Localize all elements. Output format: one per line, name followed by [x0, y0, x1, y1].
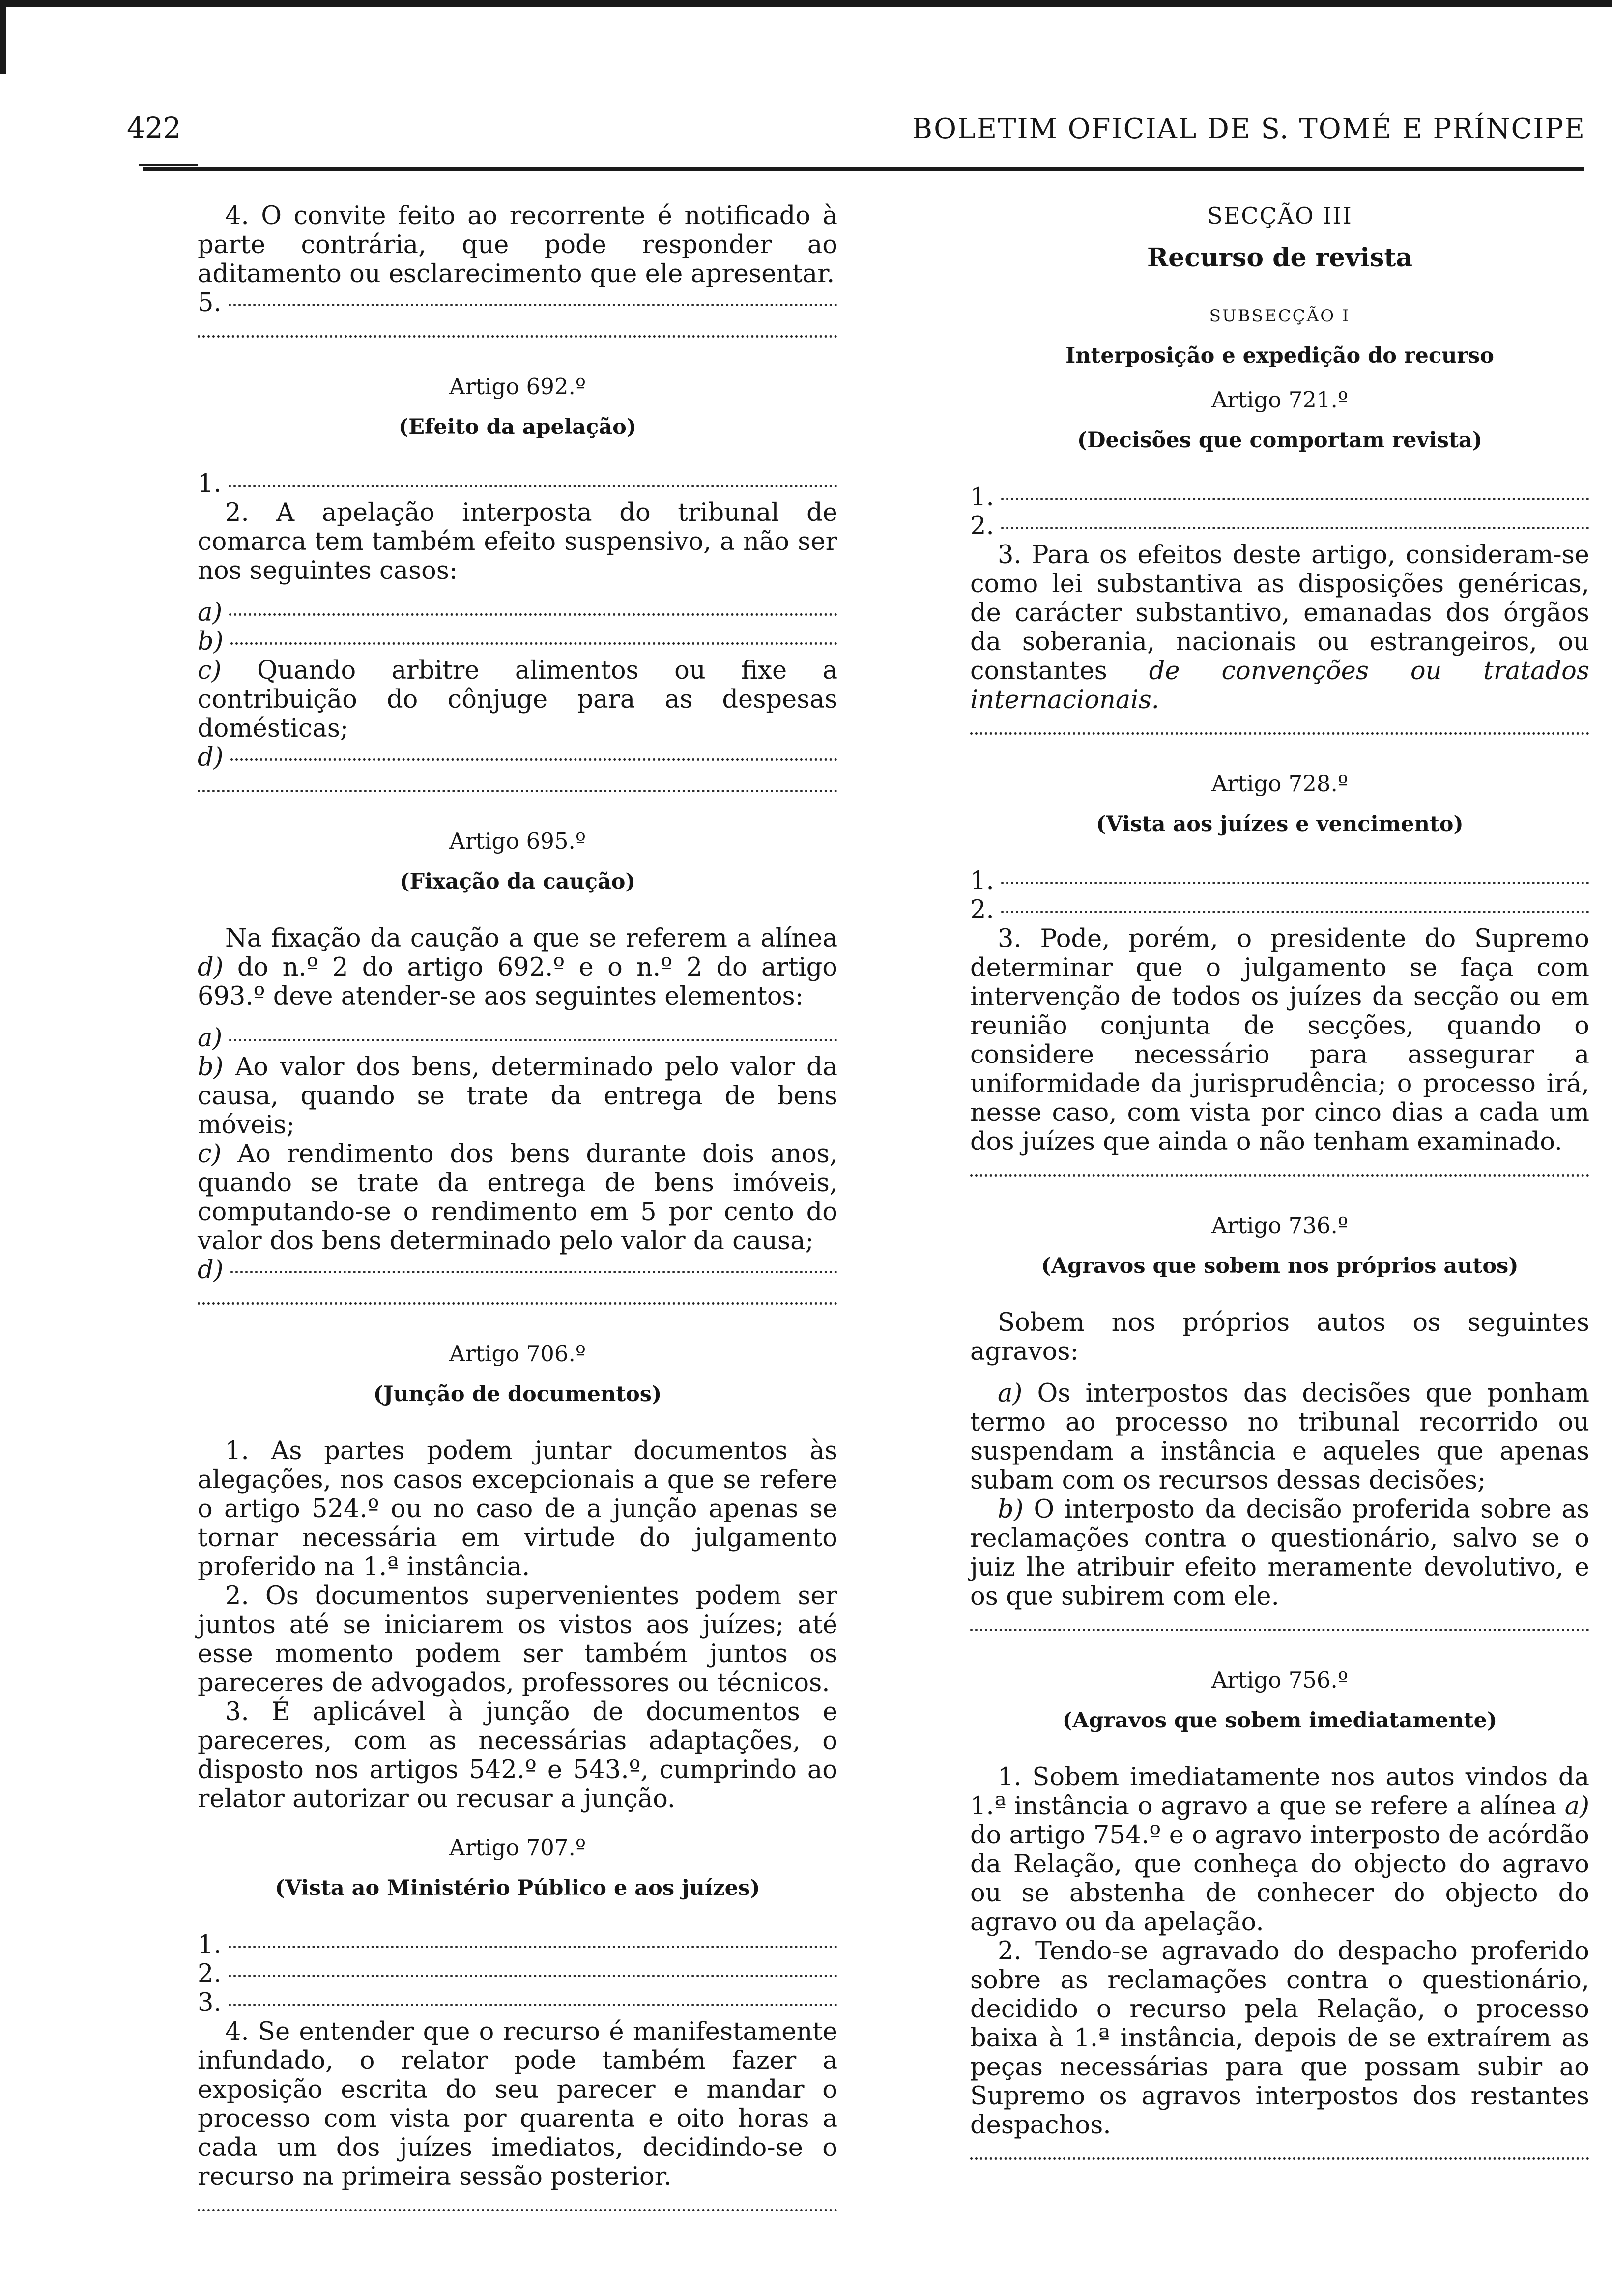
text-part: 3. Para os efeitos deste artigo, consideram-se como lei substantiva as disposições genéricas, de carácter substantivo, emanadas dos órgãos da soberania, nacionais ou estrangeiros, ou constantes [970, 541, 1589, 686]
alinea-label: a) [198, 598, 223, 627]
alinea-c [198, 656, 837, 743]
ellipsis-leader [1001, 527, 1589, 529]
alinea-d [198, 743, 837, 772]
item-2 [198, 1959, 837, 1988]
text-part: do artigo 754.º e o agravo interposto de acórdão da Relação, que conheça do objecto do agravo ou se abstenha de conhecer do objecto do agravo ou da apelação. [970, 1821, 1589, 1937]
paragraph-3 [970, 541, 1589, 715]
paragraph-4: 4. Se entender que o recurso é manifestamente infundado, o relator pode também fazer a exposição escrita do seu parecer e mandar o processo com vista por quarenta e oito horas a cada um dos juízes imediatos, decidindo-se o recurso na primeira sessão posterior. [198, 2017, 837, 2191]
article-706-title: Artigo 706.º [449, 1341, 586, 1367]
alinea-label: d) [198, 1256, 224, 1285]
alinea-label: c) [198, 656, 222, 685]
text-part: 1. Sobem imediatamente nos autos vindos da 1.ª instância o agravo a que se refere a alínea [970, 1763, 1589, 1821]
article-707-title: Artigo 707.º [449, 1835, 586, 1861]
header-rule [143, 167, 1584, 171]
item-number: 1. [198, 1930, 222, 1959]
alinea-label: a) [198, 1024, 223, 1053]
ellipsis-leader [1001, 498, 1589, 500]
alinea-a [970, 1379, 1589, 1495]
alinea-text: Ao rendimento dos bens durante dois anos, quando se trate da entrega de bens imóveis, computando-se o rendimento em 5 por cento do valor dos bens determinado pelo valor da causa; [198, 1140, 837, 1256]
item-number: 2. [970, 512, 994, 541]
paragraph-4: 4. O convite feito ao recorrente é notificado à parte contrária, que pode responder ao aditamento ou esclarecimento que ele apresentar. [198, 201, 837, 288]
scan-edge-left [0, 0, 6, 74]
ellipsis-line [198, 335, 837, 338]
paragraph-1 [970, 1763, 1589, 1937]
article-736-heading: (Agravos que sobem nos próprios autos) [1041, 1254, 1519, 1278]
text-part: do n.º 2 do artigo 692.º e o n.º 2 do artigo 693.º deve atender-se aos seguintes elementos: [198, 953, 837, 1011]
ellipsis-line [970, 732, 1589, 735]
ellipsis-leader [229, 304, 837, 306]
ellipsis-leader [229, 2004, 837, 2006]
paragraph-2: 2. A apelação interposta do tribunal de comarca tem também efeito suspensivo, a não ser nos seguintes casos: [198, 498, 837, 585]
item-1 [198, 469, 837, 498]
paragraph-3: 3. Pode, porém, o presidente do Supremo determinar que o julgamento se faça com intervenção de todos os juízes da secção ou em reunião conjunta de secções, quando o considere necessário para assegurar a uniformidade da jurisprudência; o processo irá, nesse caso, com vista por cinco dias a cada um dos juízes que ainda o não tenham examinado. [970, 924, 1589, 1156]
subsection-label: SUBSECÇÃO I [1209, 306, 1351, 326]
alinea-a [198, 598, 837, 627]
item-1 [198, 1930, 837, 1959]
article-756-title: Artigo 756.º [1211, 1667, 1349, 1693]
ellipsis-leader [229, 485, 837, 487]
ellipsis-line [970, 2157, 1589, 2160]
alinea-text: Os interpostos das decisões que ponham termo ao processo no tribunal recorrido ou suspendam a instância e aqueles que apenas subam com os recursos dessas decisões; [970, 1379, 1590, 1495]
item-2 [970, 512, 1589, 541]
alinea-b [198, 1053, 837, 1140]
article-728-heading: (Vista aos juízes e vencimento) [1096, 812, 1464, 836]
article-721-heading: (Decisões que comportam revista) [1077, 428, 1483, 453]
left-column [198, 201, 837, 2226]
alinea-c [198, 1140, 837, 1256]
alinea-b [198, 627, 837, 656]
ellipsis-leader [230, 642, 837, 645]
alinea-label: b) [998, 1495, 1024, 1524]
item-5 [198, 288, 837, 317]
item-3 [198, 1988, 837, 2017]
item-number: 1. [970, 866, 994, 895]
article-695-heading: (Fixação da caução) [400, 869, 635, 894]
item-number: 2. [198, 1959, 222, 1988]
paragraph-2: 2. Tendo-se agravado do despacho proferido sobre as reclamações contra o questionário, decidido o recurso pela Relação, o processo baixa à 1.ª instância, depois de se extraírem as peças necessárias para que possam subir ao Supremo os agravos interpostos dos restantes despachos. [970, 1937, 1589, 2140]
paragraph-3: 3. É aplicável à junção de documentos e pareceres, com as necessárias adaptações, o disposto nos artigos 542.º e 543.º, cumprindo ao relator autorizar ou recusar a junção. [198, 1697, 837, 1813]
ellipsis-line [970, 1174, 1589, 1177]
section-title: Recurso de revista [1147, 243, 1413, 273]
item-number: 1. [198, 469, 222, 498]
article-756-heading: (Agravos que sobem imediatamente) [1062, 1708, 1497, 1733]
ellipsis-leader [1001, 911, 1589, 913]
item-2 [970, 895, 1589, 924]
alinea-label: a) [998, 1379, 1023, 1408]
subsection-title: Interposição e expedição do recurso [1065, 344, 1494, 368]
article-695-paragraph [198, 924, 837, 1011]
ellipsis-leader [229, 1946, 837, 1948]
article-692-heading: (Efeito da apelação) [398, 415, 637, 439]
item-1 [970, 483, 1589, 512]
article-695-title: Artigo 695.º [449, 828, 586, 854]
right-column [970, 201, 1589, 2175]
alinea-label: d) [198, 743, 224, 772]
article-706-heading: (Junção de documentos) [373, 1382, 662, 1406]
alinea-text: O interposto da decisão proferida sobre as reclamações contra o questionário, salvo se o juiz lhe atribuir efeito meramente devolutivo, e os que subirem com ele. [970, 1495, 1589, 1611]
article-707-heading: (Vista ao Ministério Público e aos juízes) [275, 1876, 760, 1900]
alinea-a [198, 1024, 837, 1053]
ellipsis-line [198, 790, 837, 792]
item-number: 5. [198, 288, 222, 317]
alinea-label: c) [198, 1140, 222, 1169]
alinea-b [970, 1495, 1589, 1611]
alinea-text: Quando arbitre alimentos ou fixe a contribuição do cônjuge para as despesas domésticas; [198, 656, 837, 743]
page-number: 422 [127, 111, 181, 144]
ellipsis-leader [229, 1975, 837, 1977]
article-721-title: Artigo 721.º [1211, 387, 1349, 413]
article-728-title: Artigo 728.º [1211, 771, 1349, 797]
item-number: 3. [198, 1988, 222, 2017]
running-title: BOLETIM OFICIAL DE S. TOMÉ E PRÍNCIPE [912, 113, 1585, 145]
alinea-reference: a) [1564, 1792, 1589, 1821]
ellipsis-leader [230, 1271, 837, 1273]
text-part-italic: de convenções ou tratados internacionais. [970, 657, 1589, 715]
scan-edge-top [0, 0, 1612, 7]
item-number: 2. [970, 895, 994, 924]
ellipsis-leader [230, 758, 837, 761]
ellipsis-leader [229, 1039, 837, 1041]
ellipsis-line [970, 1629, 1589, 1631]
article-736-title: Artigo 736.º [1211, 1212, 1349, 1238]
paragraph-2: 2. Os documentos supervenientes podem ser juntos até se iniciarem os vistos aos juízes; até esse momento podem ser também juntos os pareceres de advogados, professores ou técnicos. [198, 1581, 837, 1697]
alinea-d [198, 1256, 837, 1285]
text-part: Na fixação da caução a que se referem a alínea [225, 924, 837, 953]
alinea-label: b) [198, 1053, 224, 1082]
alinea-text: Ao valor dos bens, determinado pelo valor da causa, quando se trate da entrega de bens móveis; [198, 1053, 837, 1140]
ellipsis-line [198, 1302, 837, 1305]
ellipsis-leader [1001, 882, 1589, 884]
alinea-label: b) [198, 627, 224, 656]
ellipsis-line [198, 2209, 837, 2211]
header-rule-short [139, 164, 198, 166]
section-label: SECÇÃO III [1207, 202, 1353, 229]
article-692-title: Artigo 692.º [449, 373, 586, 400]
article-736-intro: Sobem nos próprios autos os seguintes agravos: [970, 1308, 1589, 1366]
paragraph-1: 1. As partes podem juntar documentos às alegações, nos casos excepcionais a que se refere o artigo 524.º ou no caso de a junção apenas se tornar necessária em virtude do julgamento proferido na 1.ª instância. [198, 1436, 837, 1581]
item-number: 1. [970, 483, 994, 512]
ellipsis-leader [229, 613, 837, 616]
item-1 [970, 866, 1589, 895]
alinea-reference: d) [198, 953, 224, 982]
